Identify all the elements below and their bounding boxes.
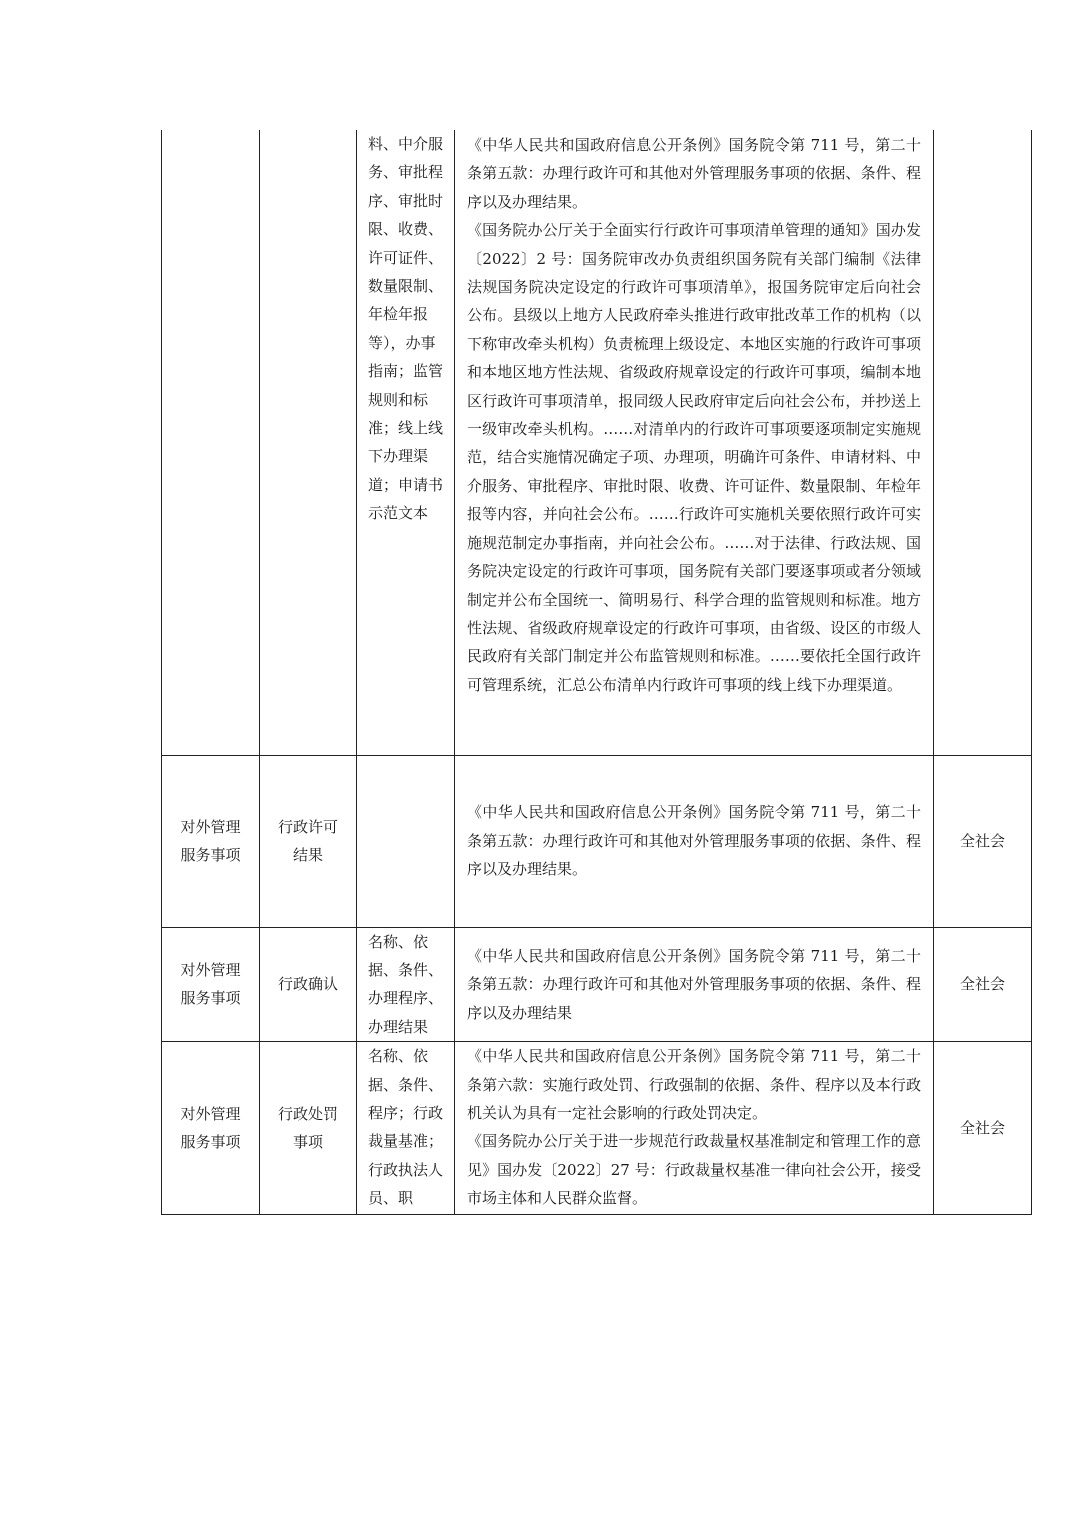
content-text: 料、中介服务、审批程序、审批时限、收费、许可证件、数量限制、年检年报等），办事指南；监管规则和标准；线上线下办理渠道；申请书示范文本 bbox=[368, 135, 444, 523]
category-cell bbox=[162, 130, 260, 755]
category-cell: 对外管理服务事项 bbox=[162, 1042, 260, 1215]
basis-paragraph: 《中华人民共和国政府信息公开条例》国务院令第 711 号，第二十条第六款：实施行政处罚、行政强制的依据、条件、程序以及本行政机关认为具有一定社会影响的行政处罚决定。 bbox=[467, 1047, 921, 1122]
table-row bbox=[162, 1042, 1032, 1215]
scope-cell: 全社会 bbox=[934, 755, 1032, 927]
item-cell: 行政许可结果 bbox=[260, 755, 357, 927]
content-cell: 名称、依据、条件、办理程序、办理结果 bbox=[357, 927, 455, 1042]
category-cell: 对外管理服务事项 bbox=[162, 927, 260, 1042]
scope-cell bbox=[934, 130, 1032, 755]
table-row bbox=[162, 755, 1032, 927]
basis-cell bbox=[455, 1042, 934, 1215]
content-cell bbox=[357, 130, 455, 755]
scope-cell: 全社会 bbox=[934, 1042, 1032, 1215]
item-cell bbox=[260, 130, 357, 755]
basis-paragraph: 《国务院办公厅关于全面实行行政许可事项清单管理的通知》国办发〔2022〕2 号：国务院审改办负责组织国务院有关部门编制《法律法规国务院决定设定的行政许可事项清单》，报国务院审定后向社会公布。县级以上地方人民政府牵头推进行政审批改革工作的机构（以下称审改牵头机构）负责梳理上级设定、本地区实施的行政许可事项和本地区地方性法规、省级政府规章设定的行政许可事项，编制本地区行政许可事项清单，报同级人民政府审定后向社会公布，并抄送上一级审改牵头机构。……对清单内的行政许可事项要逐项制定实施规范，结合实施情况确定子项、办理项，明确许可条件、申请材料、中介服务、审批程序、审批时限、收费、许可证件、数量限制、年检年报等内容，并向社会公布。……行政许可实施机关要依照行政许可实施规范制定办事指南，并向社会公布。……对于法律、行政法规、国务院决定设定的行政许可事项，国务院有关部门要逐事项或者分领域制定并公布全国统一、简明易行、科学合理的监管规则和标准。地方性法规、省级政府规章设定的行政许可事项，由省级、设区的市级人民政府有关部门制定并公布监管规则和标准。……要依托全国行政许可管理系统，汇总公布清单内行政许可事项的线上线下办理渠道。 bbox=[467, 221, 921, 694]
basis-cell bbox=[455, 130, 934, 755]
content-cell bbox=[357, 755, 455, 927]
basis-cell bbox=[455, 755, 934, 927]
basis-cell bbox=[455, 927, 934, 1042]
basis-paragraph: 《中华人民共和国政府信息公开条例》国务院令第 711 号，第二十条第五款：办理行政许可和其他对外管理服务事项的依据、条件、程序以及办理结果 bbox=[467, 946, 921, 1022]
category-cell: 对外管理服务事项 bbox=[162, 755, 260, 927]
item-cell: 行政确认 bbox=[260, 927, 357, 1042]
scope-cell: 全社会 bbox=[934, 927, 1032, 1042]
table-row bbox=[162, 130, 1032, 755]
table-row bbox=[162, 927, 1032, 1042]
item-cell: 行政处罚事项 bbox=[260, 1042, 357, 1215]
basis-paragraph: 《国务院办公厅关于进一步规范行政裁量权基准制定和管理工作的意见》国办发〔2022〕27 号：行政裁量权基准一律向社会公开，接受市场主体和人民群众监督。 bbox=[467, 1132, 921, 1208]
basis-paragraph: 《中华人民共和国政府信息公开条例》国务院令第 711 号，第二十条第五款：办理行政许可和其他对外管理服务事项的依据、条件、程序以及办理结果。 bbox=[467, 136, 921, 211]
basis-paragraph: 《中华人民共和国政府信息公开条例》国务院令第 711 号，第二十条第五款：办理行政许可和其他对外管理服务事项的依据、条件、程序以及办理结果。 bbox=[467, 803, 921, 879]
content-cell: 名称、依据、条件、程序；行政裁量基准；行政执法人员、职 bbox=[357, 1042, 455, 1215]
disclosure-table bbox=[161, 130, 1032, 1215]
